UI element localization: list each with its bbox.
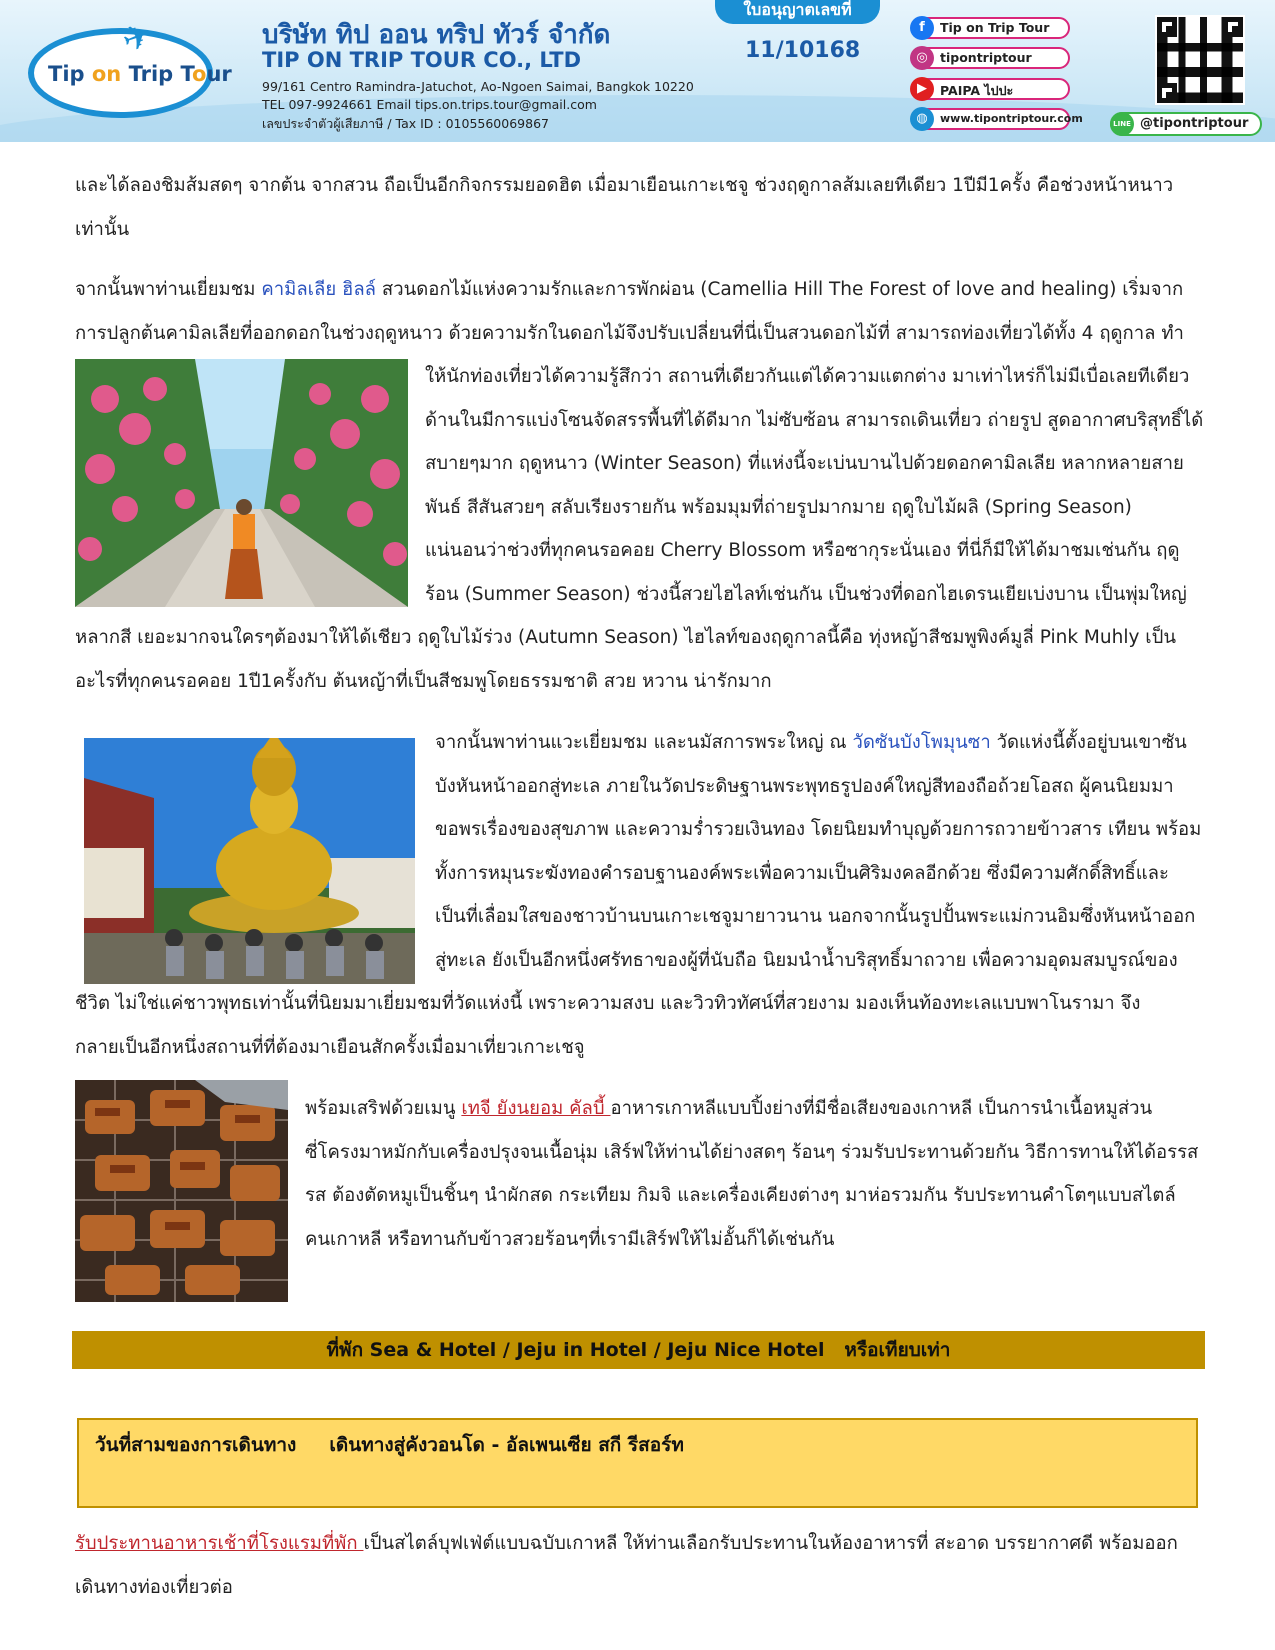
facebook-icon: f — [910, 16, 934, 40]
text-line: ขอพรเรื่องของสุขภาพ และความร่ำรวยเงินทอง โดยนิยมทำบุญด้วยการถวายข้าวสาร เทียน พร้อม — [435, 819, 1202, 840]
text-line: ด้านในมีการแบ่งโซนจัดสรรพื้นที่ได้ดีมาก ไม่ซับซ้อน สามารถเดินเที่ยว ถ่ายรูป สูดอากาศบริสุทธิ์ได้ — [425, 409, 1204, 431]
company-name-thai: บริษัท ทิป ออน ทริป ทัวร์ จำกัด — [262, 20, 611, 50]
text-line: ให้นักท่องเที่ยวได้ความรู้สึกว่า สถานที่เดียวกันแต่ได้ความแตกต่าง มาเท่าไหร่ก็ไม่มีเบื่อเลยทีเดียว — [425, 366, 1190, 387]
korean-bbq-photo — [75, 1080, 288, 1302]
text-line: จากนั้นพาท่านแวะเยี่ยมชม และนมัสการพระใหญ่ ณ วัดซันบังโพมุนซา วัดแห่งนี้ตั้งอยู่บนเขาซัน — [435, 732, 1187, 753]
hotel-banner: ที่พัก Sea & Hotel / Jeju in Hotel / Jeju Nice Hotel หรือเทียบเท่า — [72, 1331, 1205, 1369]
paragraph-camellia-hill — [75, 268, 1184, 355]
airplane-icon: ✈ — [117, 14, 158, 62]
logo-text: Tip on Trip Tour — [48, 62, 232, 86]
day-three-title: วันที่สามของการเดินทาง เดินทางสู่คังวอนโด - อัลเพนเซีย สกี รีสอร์ท — [95, 1434, 684, 1456]
text-line: ซี่โครงมาหมักกับเครื่องปรุงจนเนื้อนุ่ม เสิร์ฟให้ท่านได้ย่างสดๆ ร้อนๆ ร่วมรับประทานด้วยกัน วิธีการทานให้ได้อรรส — [305, 1141, 1199, 1163]
qr-corner — [1157, 83, 1177, 103]
company-contact: TEL 097-9924661 Email tips.on.trips.tour@gmail.com — [262, 97, 597, 112]
text-line: เดินทางท่องเที่ยวต่อ — [75, 1576, 233, 1598]
company-logo[interactable] — [28, 14, 232, 120]
text-line: การปลูกต้นคามิลเลียที่ออกดอกในช่วงฤดูหนาว ด้วยความรักในดอกไม้จึงปรับเปลี่ยนที่นี่เป็นสวนดอกไม้ที่ สามารถท่องเที่ยวได้ทั้ง 4 ฤดูกาล ทำ — [75, 322, 1184, 344]
youtube-link[interactable] — [912, 78, 1070, 100]
youtube-icon: ▶ — [910, 77, 934, 101]
facebook-link[interactable] — [912, 17, 1070, 39]
camellia-hill-photo — [75, 359, 408, 607]
text-line: กลายเป็นอีกหนึ่งสถานที่ที่ต้องมาเยือนสักครั้งเมื่อมาเที่ยวเกาะเชจู — [75, 1036, 585, 1058]
website-label: www.tipontriptour.com — [940, 112, 1083, 125]
company-name-english: TIP ON TRIP TOUR CO., LTD — [262, 48, 582, 72]
qr-code[interactable] — [1155, 15, 1245, 105]
text-line: คนเกาหลี หรือทานกับข้าวสวยร้อนๆที่เรามีเสิร์ฟให้ไม่อั้นก็ได้เช่นกัน — [305, 1228, 835, 1250]
text-line: จากนั้นพาท่านเยี่ยมชม คามิลเลีย ฮิลล์ สวนดอกไม้แห่งความรักและการพักผ่อน (Camellia Hill The Forest of love and healing) เริ่มจาก — [75, 279, 1184, 300]
text-line: ทั้งการหมุนระฆังทองคำรอบฐานองค์พระเพื่อความเป็นศิริมงคลอีกด้วย ซึ่งมีความศักดิ์สิทธิ์และ — [435, 862, 1169, 884]
temple-link[interactable]: วัดซันบังโพมุนซา — [852, 732, 991, 753]
text-line: พร้อมเสริฟด้วยเมนู เทจี ยังนยอม คัลบี้ อาหารเกาหลีแบบปิ้งย่างที่มีชื่อเสียงของเกาหลี เป็นการนำเนื้อหมูส่วน — [305, 1098, 1153, 1119]
text-line: บังหันหน้าออกสู่ทะเล ภายในวัดประดิษฐานพระพุทธรูปองค์ใหญ่สีทองถือถ้วยโอสถ ผู้คนนิยมมา — [435, 775, 1174, 797]
text-line: ชีวิต ไม่ใช่แค่ชาวพุทธเท่านั้นที่นิยมมาเยี่ยมชมที่วัดแห่งนี้ เพราะความสงบ และวิวทิวทัศน์ที่สวยงาม มองเห็นท้องทะเลแบบพาโนรามา จึง — [75, 993, 1141, 1014]
text-line: เท่านั้น — [75, 218, 130, 240]
letterhead — [0, 0, 1275, 142]
paragraph-bbq-wrap — [305, 1087, 1198, 1261]
instagram-link[interactable] — [912, 47, 1070, 69]
line-label: @tipontriptour — [1140, 116, 1249, 131]
paragraph-orange-picking — [75, 164, 1173, 251]
license-number: 11/10168 — [745, 38, 861, 63]
text-line: เป็นที่เลื่อมใสของชาวบ้านบนเกาะเชจูมายาวนาน นอกจากนั้นรูปปั้นพระแม่กวนอิมซึ่งหันหน้าออก — [435, 906, 1196, 927]
paragraph-temple-full — [75, 982, 1140, 1069]
license-label: ใบอนุญาตเลขที่ — [715, 0, 880, 24]
breakfast-link[interactable]: รับประทานอาหารเช้าที่โรงแรมที่พัก — [75, 1533, 364, 1554]
instagram-label: tipontriptour — [940, 50, 1032, 65]
text-line: แน่นอนว่าช่วงที่ทุกคนรอคอย Cherry Blossom หรือซากุระนั่นเอง ที่นี่ก็มีให้ได้มาชมเช่นกัน ฤดู — [425, 540, 1180, 561]
globe-icon: ◍ — [910, 107, 934, 131]
instagram-icon: ◎ — [910, 46, 934, 70]
paragraph-temple-wrap — [435, 721, 1201, 982]
text-line: ร้อน (Summer Season) ช่วงนี้สวยไฮไลท์เช่นกัน เป็นช่วงที่ดอกไฮเดรนเยียเบ่งบาน เป็นพุ่มใหญ่ — [425, 583, 1187, 605]
paragraph-breakfast — [75, 1522, 1178, 1609]
website-link[interactable] — [912, 108, 1083, 130]
text-line: รับประทานอาหารเช้าที่โรงแรมที่พัก เป็นสไตล์บุฟเฟ่ต์แบบฉบับเกาหลี ให้ท่านเลือกรับประทานในห้องอาหารที่ สะอาด บรรยากาศดี พร้อมออก — [75, 1533, 1178, 1554]
camellia-hill-link[interactable]: คามิลเลีย ฮิลล์ — [261, 279, 377, 300]
text-line: รส ต้องตัดหมูเป็นชิ้นๆ นำผักสด กระเทียม กิมจิ และเครื่องเคียงต่างๆ มาห่อรวมกัน รับประทานคำโตๆแบบสไตล์ — [305, 1185, 1176, 1206]
line-link[interactable] — [1110, 112, 1262, 136]
company-tax-id: เลขประจำตัวผู้เสียภาษี / Tax ID : 0105560069867 — [262, 116, 549, 131]
paragraph-camellia-full — [75, 616, 1176, 703]
line-icon: LINE — [1110, 112, 1134, 136]
day-three-header — [77, 1418, 1198, 1508]
text-line: อะไรที่ทุกคนรอคอย 1ปี1ครั้งกับ ต้นหญ้าที่เป็นสีชมพูโดยธรรมชาติ สวย หวาน น่ารักมาก — [75, 670, 772, 692]
paragraph-camellia-wrap — [425, 355, 1203, 616]
youtube-label: PAIPA ไปปะ — [940, 83, 1014, 98]
qr-corner — [1223, 17, 1243, 37]
text-line: และได้ลองชิมส้มสดๆ จากต้น จากสวน ถือเป็นอีกกิจกรรมยอดฮิต เมื่อมาเยือนเกาะเชจู ช่วงฤดูกาลส้มเลยทีเดียว 1ปีมี1ครั้ง คือช่วงหน้าหนาว — [75, 175, 1174, 196]
text-line: สู่ทะเล ยังเป็นอีกหนึ่งศรัทธาของผู้ที่นับถือ นิยมนำน้ำบริสุทธิ์มาถวาย เพื่อความอุดมสมบูรณ์ของ — [435, 949, 1178, 971]
text-line: หลากสี เยอะมากจนใครๆต้องมาให้ได้เชียว ฤดูใบไม้ร่วง (Autumn Season) ไฮไลท์ของฤดูกาลนี้คือ ทุ่งหญ้าสีชมพูพิงค์มูลี่ Pink Muhly เป็น — [75, 627, 1177, 648]
facebook-label: Tip on Trip Tour — [940, 20, 1050, 35]
text-line: พันธ์ สีสันสวยๆ สลับเรียงรายกัน พร้อมมุมที่ถ่ายรูปมากมาย ฤดูใบไม้ผลิ (Spring Season) — [425, 496, 1132, 518]
text-line: สบายๆมาก ฤดูหนาว (Winter Season) ที่แห่งนี้จะเบ่นบานไปด้วยดอกคามิลเลีย หลากหลายสาย — [425, 453, 1184, 474]
qr-corner — [1157, 17, 1177, 37]
company-address: 99/161 Centro Ramindra-Jatuchot, Ao-Ngoen Saimai, Bangkok 10220 — [262, 79, 694, 94]
buddha-temple-photo — [84, 738, 415, 984]
bbq-menu-link[interactable]: เทจี ยังนยอม คัลบี้ — [461, 1098, 611, 1119]
